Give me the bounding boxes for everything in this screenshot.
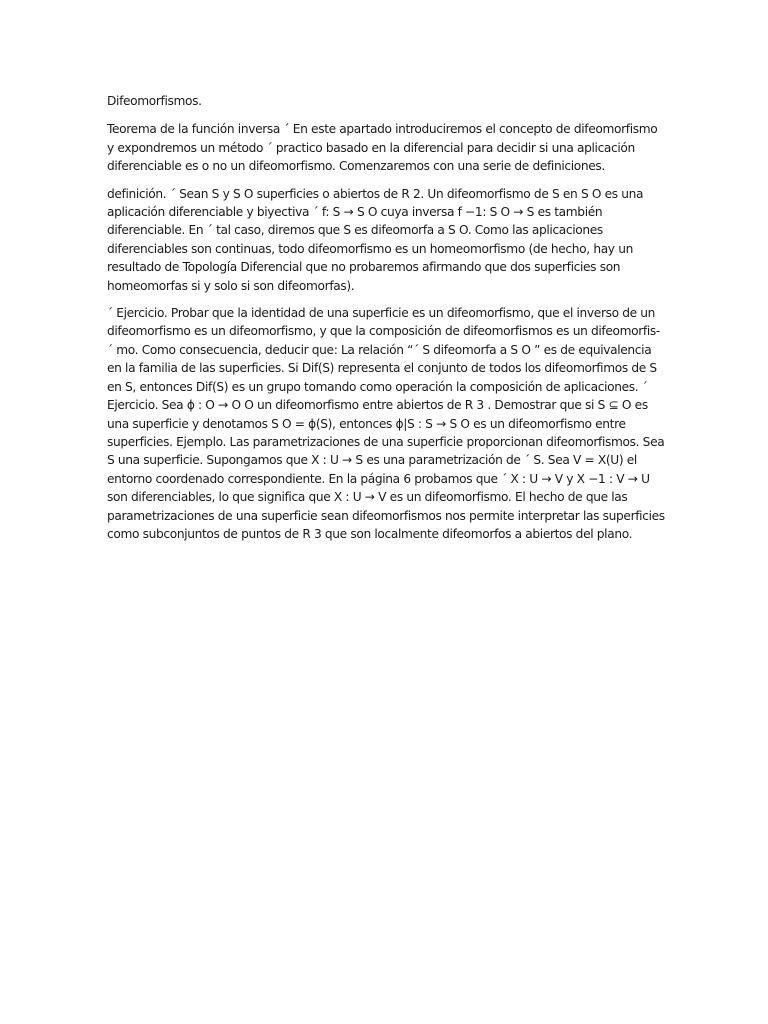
document-page bbox=[107, 92, 667, 552]
paragraph-intro: Teorema de la función inversa ´ En este apartado introduciremos el concepto de difeomorfismo y expondremos un método ´ practico basado en la diferencial para decidir si una aplicación diferenciable es o no un difeomorfismo. Comenzaremos con una serie de definiciones. bbox=[107, 122, 658, 174]
paragraph-exercises: ´ Ejercicio. Probar que la identidad de una superficie es un difeomorfismo, que el inverso de un difeomorfismo es un difeomorfismo, y que la composición de difeomorfismos es un difeomorfis- ´ mo. Como consecuencia, deducir que: La relación “´ S difeomorfa a S O ” es de equivalencia en la familia de las superficies. Si Dif(S) representa el conjunto de todos los difeomorfimos de S en S, entonces Dif(S) es un grupo tomando como operación la composición de aplicaciones. ´ Ejercicio. Sea ϕ : O → O O un difeomorfismo entre abiertos de R 3 . Demostrar que si S ⊆ O es una superficie y denotamos S O = ϕ(S), entonces ϕ|S : S → S O es un difeomorfismo entre superficies. Ejemplo. Las parametrizaciones de una superficie proporcionan difeomorfismos. Sea S una superficie. Supongamos que X : U → S es una parametrización de ´ S. Sea V = X(U) el entorno coordenado correspondiente. En la página 6 probamos que ´ X : U → V y X −1 : V → U son diferenciables, lo que significa que X : U → V es un difeomorfismo. El hecho de que las parametrizaciones de una superficie sean difeomorfismos nos permite interpretar las superficies como subconjuntos de puntos de R 3 que son localmente difeomorfos a abiertos del plano. bbox=[107, 306, 665, 541]
paragraph-definition: definición. ´ Sean S y S O superficies o abiertos de R 2. Un difeomorfismo de S en S O es una aplicación diferenciable y biyectiva ´ f: S → S O cuya inversa f −1: S O → S es también diferenciable. En ´ tal caso, diremos que S es difeomorfa a S O. Como las aplicaciones diferenciables son continuas, todo difeomorfismo es un homeomorfismo (de hecho, hay un resultado de Topología Diferencial que no probaremos afirmando que dos superficies son homeomorfas si y solo si son difeomorfas). bbox=[107, 186, 644, 293]
document-title: Difeomorfismos. bbox=[107, 94, 202, 108]
